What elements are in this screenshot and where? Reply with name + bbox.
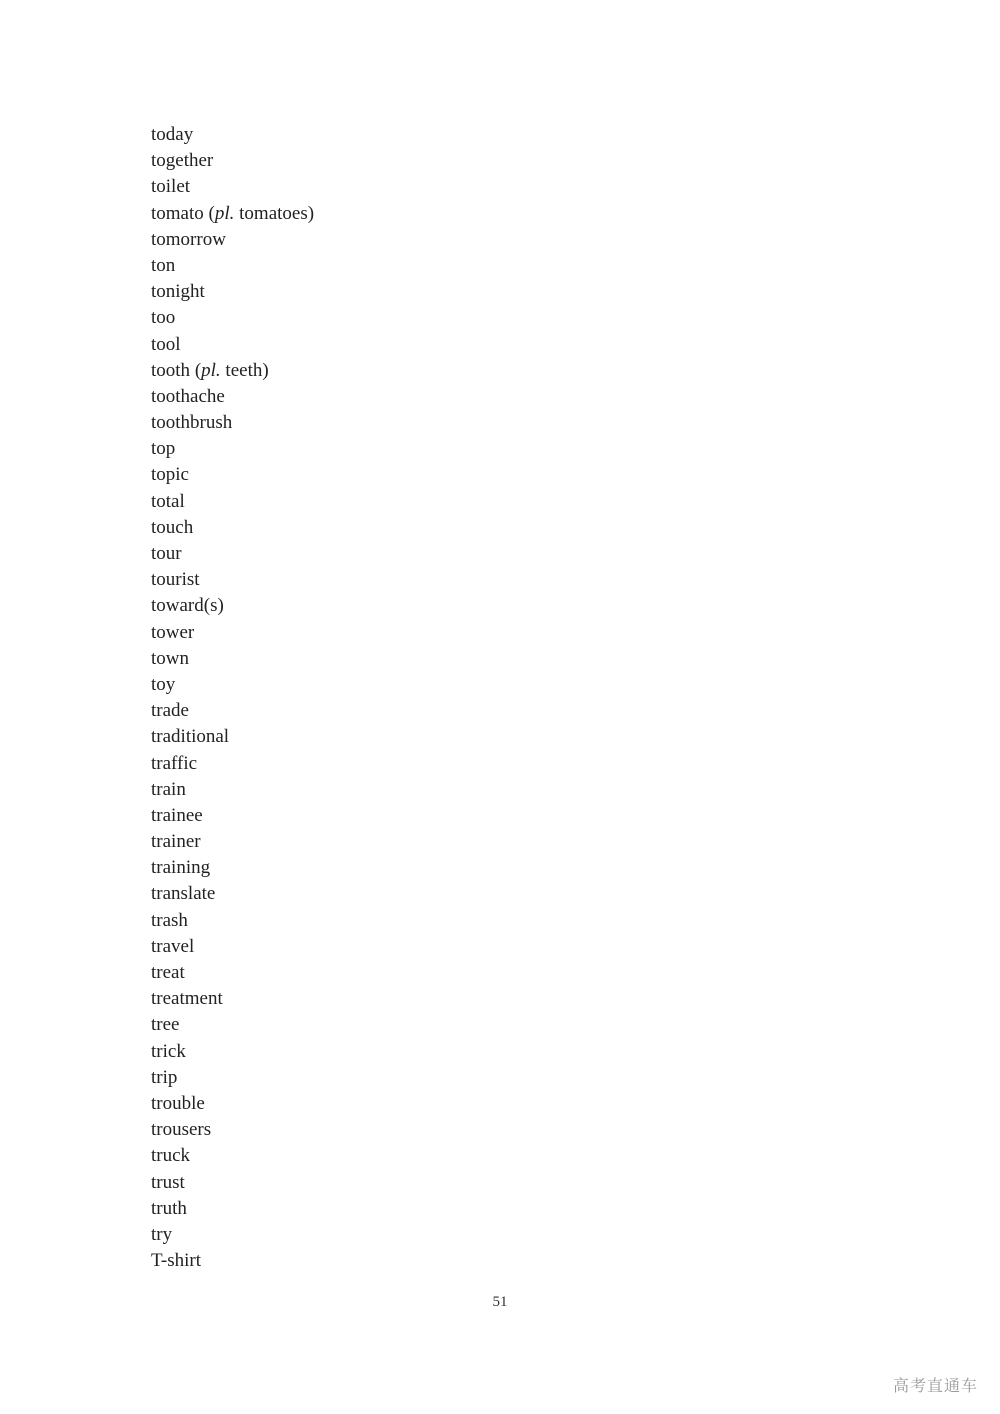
word-text: tool xyxy=(151,333,181,355)
word-text: top xyxy=(151,438,176,460)
word-text: treat xyxy=(151,962,185,983)
word-entry xyxy=(151,332,314,358)
word-entry xyxy=(151,541,314,567)
plural-label: pl. xyxy=(214,202,235,224)
word-entry xyxy=(151,960,314,986)
word-text: topic xyxy=(151,464,189,486)
word-entry xyxy=(151,1222,314,1248)
word-entry xyxy=(151,751,314,777)
word-text: translate xyxy=(151,883,216,905)
word-entry xyxy=(151,1248,314,1274)
word-text: tomato xyxy=(151,202,204,224)
plural-form: tomatoes xyxy=(239,202,308,224)
word-entry xyxy=(151,567,314,593)
word-entry xyxy=(151,1117,314,1143)
word-text: traditional xyxy=(151,726,230,748)
word-text: tree xyxy=(151,1014,180,1036)
word-text: tower xyxy=(151,621,195,643)
word-text: trick xyxy=(151,1040,186,1062)
word-text: training xyxy=(151,857,211,879)
word-entry xyxy=(151,1170,314,1196)
word-list xyxy=(151,122,314,1274)
word-entry xyxy=(151,881,314,907)
word-text: toothbrush xyxy=(151,412,233,434)
word-text: trip xyxy=(151,1066,178,1088)
word-entry xyxy=(151,986,314,1012)
word-entry xyxy=(151,1091,314,1117)
word-entry xyxy=(151,489,314,515)
word-text: tooth xyxy=(151,359,191,381)
word-text: toy xyxy=(151,673,176,695)
word-text: traffic xyxy=(151,752,198,774)
word-entry xyxy=(151,672,314,698)
word-entry xyxy=(151,1012,314,1038)
word-text: toward(s) xyxy=(151,595,224,617)
word-text: travel xyxy=(151,935,195,957)
word-text: toilet xyxy=(151,176,191,198)
word-entry xyxy=(151,227,314,253)
word-text: trousers xyxy=(151,1119,212,1141)
word-text: trainer xyxy=(151,831,201,853)
word-entry xyxy=(151,410,314,436)
word-entry xyxy=(151,148,314,174)
plural-form: teeth xyxy=(225,359,263,381)
word-entry xyxy=(151,253,314,279)
word-entry xyxy=(151,515,314,541)
word-text: trash xyxy=(151,909,188,931)
word-text: today xyxy=(151,124,194,145)
word-entry: tomato (pl. tomatoes) xyxy=(151,202,315,224)
word-entry xyxy=(151,724,314,750)
word-entry xyxy=(151,777,314,803)
word-text: trust xyxy=(151,1171,185,1193)
word-text: tourist xyxy=(151,569,200,591)
word-entry xyxy=(151,934,314,960)
word-text: T-shirt xyxy=(151,1250,201,1272)
word-entry xyxy=(151,122,314,148)
word-text: tomorrow xyxy=(151,228,226,250)
word-entry xyxy=(151,646,314,672)
word-text: touch xyxy=(151,516,194,538)
word-text: ton xyxy=(151,254,176,276)
word-text: truck xyxy=(151,1145,191,1167)
word-entry xyxy=(151,436,314,462)
word-text: too xyxy=(151,307,176,329)
word-text: town xyxy=(151,647,189,669)
word-entry xyxy=(151,1196,314,1222)
word-text: tour xyxy=(151,543,182,564)
word-text: toothache xyxy=(151,385,225,407)
page-number: 51 xyxy=(492,1294,508,1310)
word-entry xyxy=(151,829,314,855)
word-entry: tooth (pl. teeth) xyxy=(151,359,269,381)
word-text: trade xyxy=(151,700,189,722)
word-entry xyxy=(151,279,314,305)
word-text: try xyxy=(151,1223,173,1245)
word-text: train xyxy=(151,778,186,800)
word-entry xyxy=(151,1039,314,1065)
word-text: treatment xyxy=(151,988,223,1010)
word-entry xyxy=(151,305,314,331)
word-entry xyxy=(151,908,314,934)
word-text: trouble xyxy=(151,1092,205,1114)
word-entry xyxy=(151,698,314,724)
word-text: total xyxy=(151,490,185,512)
watermark: 高考直通车 xyxy=(892,1376,978,1395)
word-text: tonight xyxy=(151,281,205,303)
word-entry xyxy=(151,620,314,646)
word-text: trainee xyxy=(151,804,203,826)
word-entry xyxy=(151,803,314,829)
word-entry xyxy=(151,1143,314,1169)
plural-label: pl. xyxy=(201,359,221,381)
word-text: together xyxy=(151,150,214,172)
word-entry xyxy=(151,462,314,488)
word-entry xyxy=(151,1065,314,1091)
word-entry xyxy=(151,174,314,200)
word-text: truth xyxy=(151,1197,187,1219)
word-entry xyxy=(151,593,314,619)
word-entry xyxy=(151,855,314,881)
word-entry xyxy=(151,384,314,410)
